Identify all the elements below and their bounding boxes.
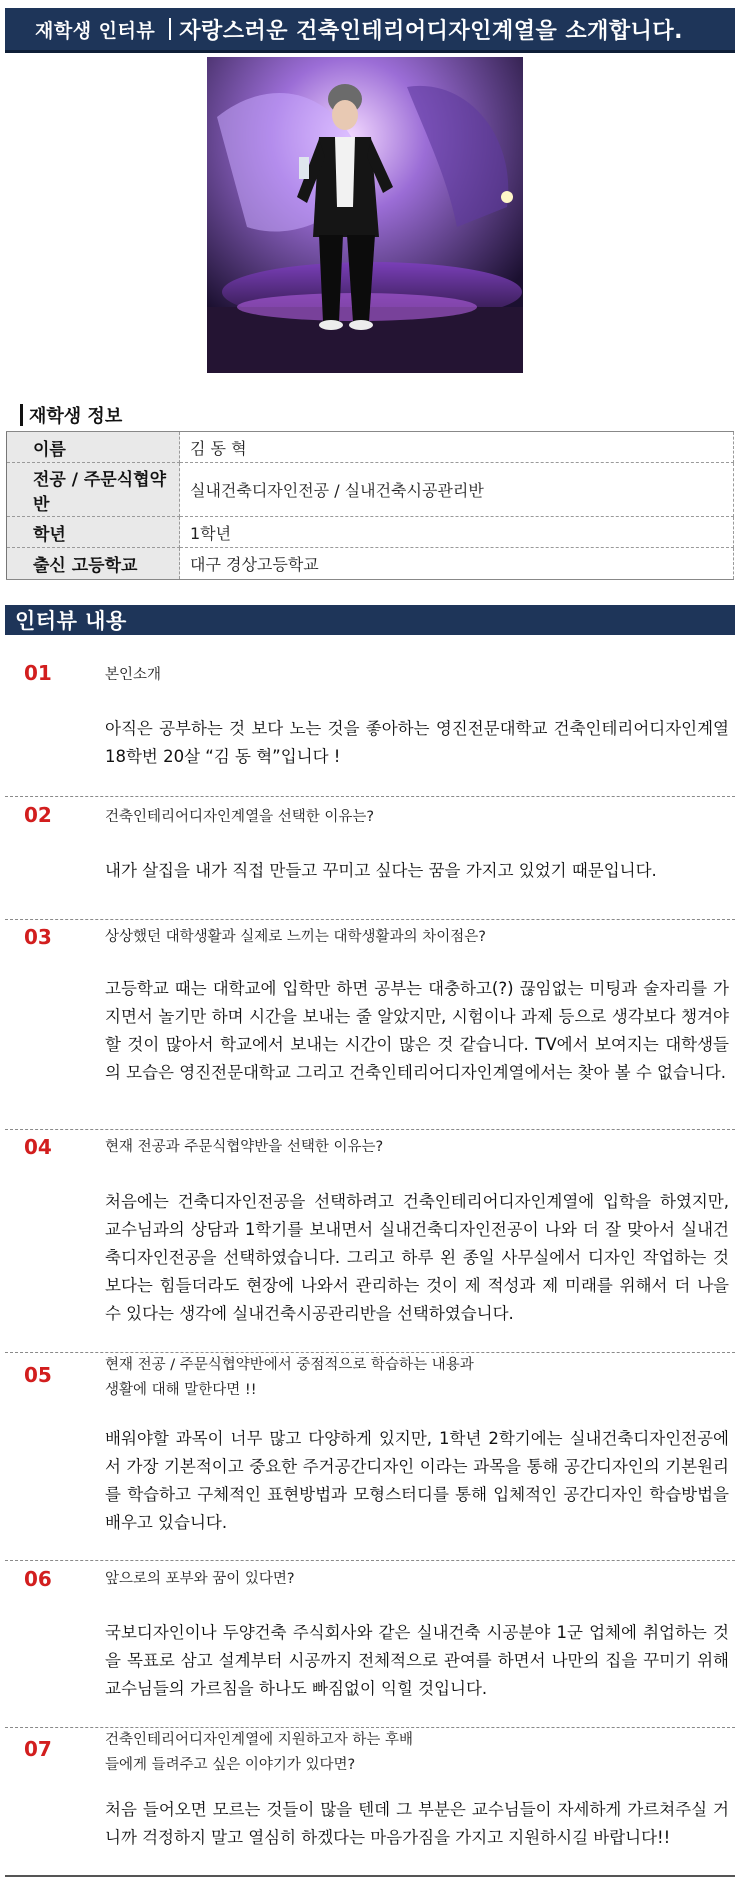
section-divider (5, 1129, 735, 1130)
header-category: 재학생 인터뷰 (35, 19, 156, 42)
answer-text: 국보디자인이나 두양건축 주식회사와 같은 실내건축 시공분야 1군 업체에 취업하는 것을 목표로 삼고 설계부터 시공까지 전체적으로 관여를 하면서 나만의 집을 꾸미기 위해 교수님들의 가르침을 하나도 빠짐없이 익힐 것입니다. (105, 1623, 729, 1698)
question-number: 05 (24, 1363, 52, 1387)
question-text: 현재 전공 / 주문식협약반에서 중점적으로 학습하는 내용과 생활에 대해 말한다면 !! (105, 1357, 474, 1398)
info-row-grade (7, 517, 734, 548)
question-text: 본인소개 (105, 667, 162, 683)
answer-text: 처음 들어오면 모르는 것들이 많을 텐데 그 부분은 교수님들이 자세하게 가르쳐주실 거니까 걱정하지 말고 열심히 하겠다는 마음가짐을 가지고 지원하시길 바랍니다!! (105, 1800, 729, 1847)
section-divider (5, 1560, 735, 1561)
info-row-major (7, 463, 734, 517)
question-number: 01 (24, 661, 52, 685)
question-number: 04 (24, 1135, 52, 1159)
section-divider (5, 796, 735, 797)
info-value: 실내건축디자인전공 / 실내건축시공관리반 (180, 463, 734, 517)
interview-section-banner (5, 605, 735, 635)
bottom-rule (5, 1875, 735, 1877)
interview-section-title: 인터뷰 내용 (15, 609, 127, 633)
question-number: 07 (24, 1737, 52, 1761)
answer-text: 처음에는 건축디자인전공을 선택하려고 건축인테리어디자인계열에 입학을 하였지만, 교수님과의 상담과 1학기를 보내면서 실내건축디자인전공이 나와 더 잘 맞아서 실내건축디자인전공을 선택하였습니다. 그리고 하루 왼 종일 사무실에서 디자인 작업하는 것 보다는 힘들더라도 현장에 나와서 관리하는 것이 제 적성과 제 미래를 위해서 더 나을 수 있다는 생각에 실내건축시공관리반을 선택하였습니다. (105, 1192, 729, 1323)
header-separator (169, 18, 171, 40)
student-photo (207, 57, 523, 373)
info-label: 전공 / 주문식협약반 (7, 463, 180, 517)
section-divider (5, 919, 735, 920)
student-photo-illustration (207, 57, 523, 373)
answer-text: 배워야할 과목이 너무 많고 다양하게 있지만, 1학년 2학기에는 실내건축디자인전공에서 가장 기본적이고 중요한 주거공간디자인 이라는 과목을 통해 공간디자인의 기본원리를 학습하고 구체적인 표현방법과 모형스터디를 통해 입체적인 공간디자인 학습방법을 배우고 있습니다. (105, 1429, 729, 1532)
page-header (5, 8, 735, 53)
info-value: 1학년 (180, 517, 734, 548)
info-row-name (7, 432, 734, 463)
student-info-table (6, 431, 734, 580)
question-text: 현재 전공과 주문식협약반을 선택한 이유는? (105, 1139, 384, 1155)
info-label: 이름 (7, 432, 180, 463)
answer-text: 고등학교 때는 대학교에 입학만 하면 공부는 대충하고(?) 끊임없는 미팅과 술자리를 가지면서 놀기만 하며 시간을 보내는 줄 알았지만, 시험이나 과제 등으로 생각보다 챙겨야할 것이 많아서 학교에서 보내는 시간이 많은 것 같습니다. TV에서 보여지는 대학생들의 모습은 영진전문대학교 그리고 건축인테리어디자인계열에서는 찾아 볼 수 없습니다. (105, 979, 729, 1082)
info-section-title: 재학생 정보 (29, 406, 123, 427)
header-title: 자랑스러운 건축인테리어디자인계열을 소개합니다. (179, 18, 683, 44)
info-section-heading (20, 401, 122, 429)
info-value: 김 동 혁 (180, 432, 734, 463)
question-text: 건축인테리어디자인계열에 지원하고자 하는 후배들에게 들려주고 싶은 이야기가 있다면? (105, 1732, 413, 1773)
question-text: 상상했던 대학생활과 실제로 느끼는 대학생활과의 차이점은? (105, 929, 486, 945)
question-number: 02 (24, 803, 52, 827)
question-number: 03 (24, 925, 52, 949)
info-label: 학년 (7, 517, 180, 548)
question-text: 건축인테리어디자인계열을 선택한 이유는? (105, 809, 375, 825)
question-text: 앞으로의 포부와 꿈이 있다면? (105, 1571, 295, 1587)
question-number: 06 (24, 1567, 52, 1591)
info-value: 대구 경상고등학교 (180, 548, 734, 580)
info-row-highschool (7, 548, 734, 580)
answer-text: 아직은 공부하는 것 보다 노는 것을 좋아하는 영진전문대학교 건축인테리어디자인계열 18학번 20살 “김 동 혁”입니다 ! (105, 719, 729, 766)
answer-text: 내가 살집을 내가 직접 만들고 꾸미고 싶다는 꿈을 가지고 있었기 때문입니다. (105, 861, 657, 880)
info-label: 출신 고등학교 (7, 548, 180, 580)
heading-bar (20, 404, 23, 426)
